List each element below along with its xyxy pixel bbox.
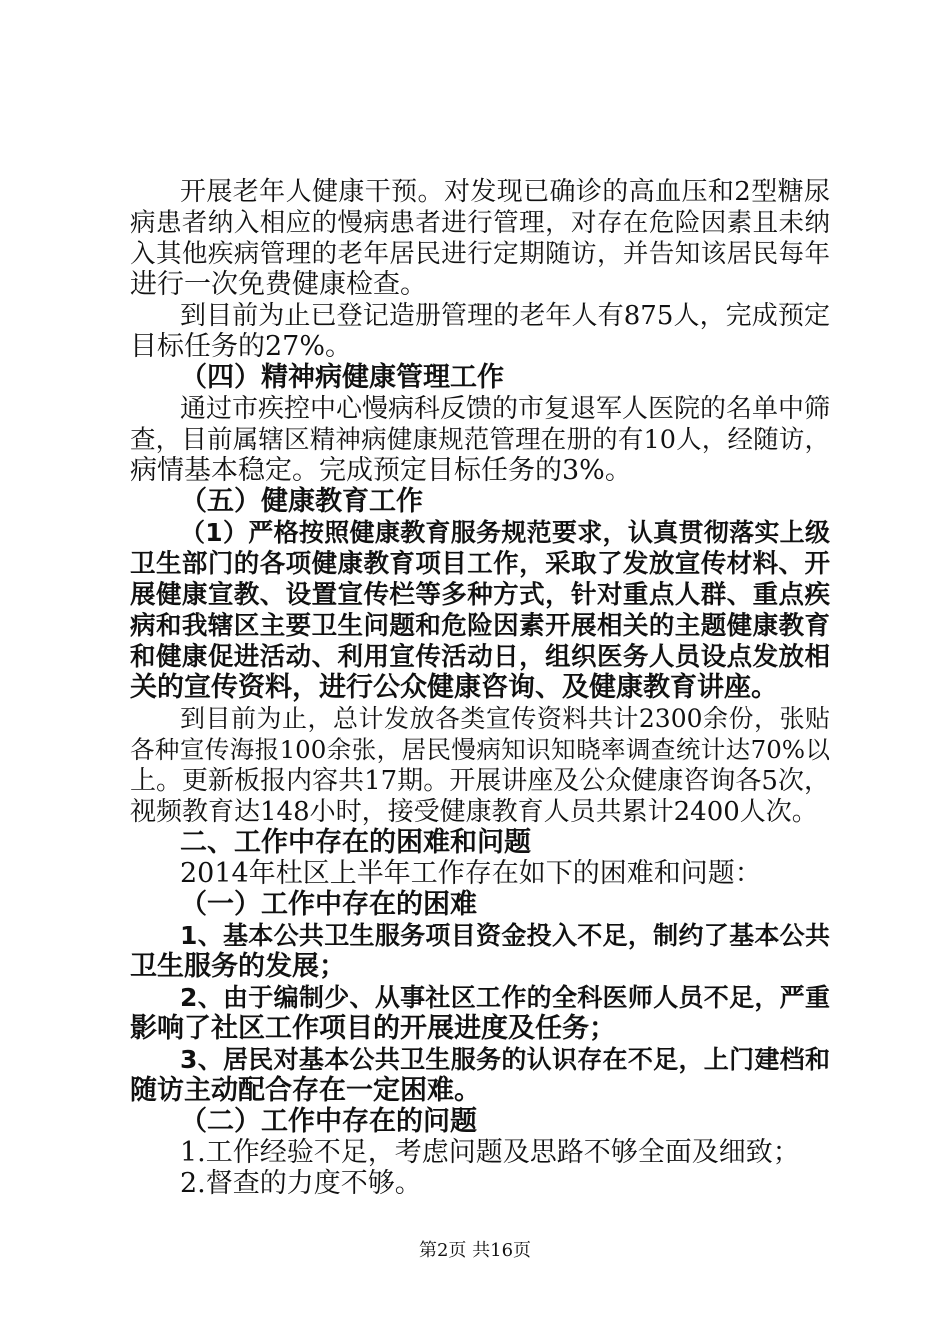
paragraph-line: 到目前为止，总计发放各类宣传资料共计2300余份，张贴 <box>180 704 830 733</box>
list-item-line: 1、基本公共卫生服务项目资金投入不足，制约了基本公共 <box>180 921 830 950</box>
paragraph-line: 通过市疾控中心慢病科反馈的市复退军人医院的名单中筛 <box>180 394 831 424</box>
list-item-line: 影响了社区工作项目的开展进度及任务； <box>130 1013 616 1044</box>
paragraph-line: 关的宣传资料，进行公众健康咨询、及健康教育讲座。 <box>130 672 778 703</box>
paragraph-line: 各种宣传海报100余张，居民慢病知识知晓率调查统计达70%以 <box>130 735 830 764</box>
section-heading: （五）健康教育工作 <box>180 486 423 517</box>
list-item-line: 随访主动配合存在一定困难。 <box>130 1075 481 1106</box>
paragraph-line: 展健康宣教、设置宣传栏等多种方式，针对重点人群、重点疾 <box>130 580 830 610</box>
paragraph-line: 卫生部门的各项健康教育项目工作，采取了发放宣传材料、开 <box>130 549 830 579</box>
paragraph-line: 入其他疾病管理的老年居民进行定期随访，并告知该居民每年 <box>130 239 830 269</box>
paragraph-line: 进行一次免费健康检查。 <box>130 269 427 300</box>
list-item-line: 3、居民对基本公共卫生服务的认识存在不足，上门建档和 <box>180 1045 830 1074</box>
paragraph-line: （1）严格按照健康教育服务规范要求，认真贯彻落实上级 <box>180 518 830 547</box>
list-item-line: 2、由于编制少、从事社区工作的全科医师人员不足，严重 <box>180 983 830 1012</box>
section-heading: （四）精神病健康管理工作 <box>180 362 504 393</box>
paragraph-line: 病和我辖区主要卫生问题和危险因素开展相关的主题健康教育 <box>130 611 830 641</box>
list-item-line: 2.督查的力度不够。 <box>180 1168 422 1199</box>
section-heading: （一）工作中存在的困难 <box>180 889 477 920</box>
paragraph-line: 病情基本稳定。完成预定目标任务的3%。 <box>130 455 632 486</box>
paragraph-line: 目标任务的27%。 <box>130 331 353 362</box>
paragraph-line: 病患者纳入相应的慢病患者进行管理，对存在危险因素且未纳 <box>130 208 830 238</box>
paragraph-line: 查，目前属辖区精神病健康规范管理在册的有10人，经随访， <box>130 425 830 455</box>
paragraph-line: 和健康促进活动、利用宣传活动日，组织医务人员设点发放相 <box>130 642 830 672</box>
paragraph-line: 2014年杜区上半年工作存在如下的困难和问题： <box>180 858 762 889</box>
paragraph-line: 开展老年人健康干预。对发现已确诊的高血压和2型糖尿 <box>180 177 830 207</box>
list-item-line: 卫生服务的发展； <box>130 951 346 982</box>
paragraph-line: 视频教育达148小时，接受健康教育人员共累计2400人次。 <box>130 797 818 827</box>
paragraph-line: 到目前为止已登记造册管理的老年人有875人，完成预定 <box>180 301 830 331</box>
page-number-footer: 第2页 共16页 <box>418 1240 532 1261</box>
section-heading: 二、工作中存在的困难和问题 <box>180 827 531 858</box>
paragraph-line: 上。更新板报内容共17期。开展讲座及公众健康咨询各5次， <box>130 766 830 796</box>
list-item-line: 1.工作经验不足，考虑问题及思路不够全面及细致； <box>180 1137 800 1168</box>
section-heading: （二）工作中存在的问题 <box>180 1106 477 1137</box>
